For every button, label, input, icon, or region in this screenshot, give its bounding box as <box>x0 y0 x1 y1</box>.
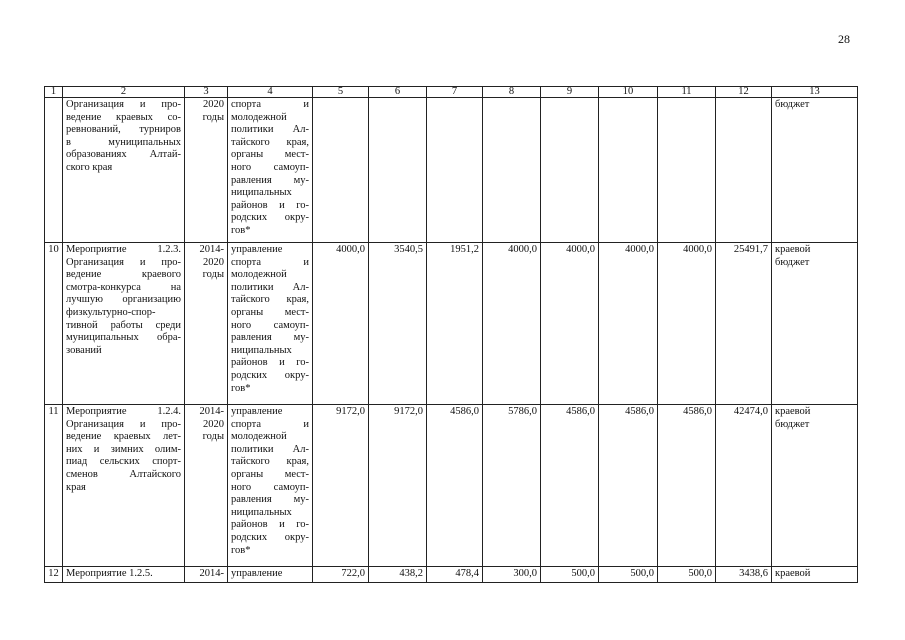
value-col-11: 4586,0 <box>658 405 716 567</box>
value-col-7: 4586,0 <box>427 405 483 567</box>
row-index: 12 <box>45 567 63 583</box>
funding-source-line: бюджет <box>775 418 810 430</box>
executor-line: молодежной <box>231 111 287 123</box>
column-header-7: 7 <box>427 87 483 98</box>
period-line: годы <box>202 269 224 281</box>
period <box>185 405 228 567</box>
executor-line: ниципальных <box>231 344 292 356</box>
value-col-8 <box>483 98 541 243</box>
measure-name-line: Мероприятие 1.2.5. <box>66 568 153 579</box>
funding-source <box>772 567 858 583</box>
column-header-8: 8 <box>483 87 541 98</box>
executor-line: спорта и <box>231 99 309 110</box>
column-header-3: 3 <box>185 87 228 98</box>
table-row <box>45 243 858 405</box>
executor <box>228 243 313 405</box>
value-col-7 <box>427 98 483 243</box>
measure-name-line: ведение краевого <box>66 269 181 281</box>
executor-line: ного самоуп- <box>231 319 309 331</box>
executor <box>228 567 313 583</box>
column-header-11: 11 <box>658 87 716 98</box>
measure-name-line: смотра-конкурса на <box>66 281 181 293</box>
page-number: 28 <box>838 32 850 46</box>
value-col-10: 4000,0 <box>599 243 658 405</box>
funding-source <box>772 98 858 243</box>
executor-line: спорта и <box>231 418 309 430</box>
measure-name-line: зований <box>66 344 102 356</box>
period-line: годы <box>202 431 224 443</box>
executor-line: ниципальных <box>231 506 292 518</box>
column-header-5: 5 <box>313 87 369 98</box>
period-line: 2014- <box>199 244 224 255</box>
funding-source-line: краевой <box>775 406 811 417</box>
period-line: 2020 <box>203 418 224 430</box>
measure-name-line: ведение краевых лет- <box>66 431 181 443</box>
value-col-11: 500,0 <box>658 567 716 583</box>
executor-line: родских окру- <box>231 212 309 224</box>
funding-source-line: краевой <box>775 244 811 255</box>
funding-source <box>772 243 858 405</box>
executor-line: гов* <box>231 382 251 394</box>
column-header-12: 12 <box>716 87 772 98</box>
measure-name-line: Мероприятие 1.2.4. <box>66 406 181 417</box>
executor-line: молодежной <box>231 431 287 443</box>
measure-name-line: муниципальных обра- <box>66 332 181 344</box>
value-col-8: 300,0 <box>483 567 541 583</box>
measure-name-line: ского края <box>66 161 113 173</box>
period <box>185 567 228 583</box>
column-header-1: 1 <box>45 87 63 98</box>
row-index: 10 <box>45 243 63 405</box>
value-col-6 <box>369 98 427 243</box>
executor-line: спорта и <box>231 256 309 268</box>
table-row <box>45 567 858 583</box>
value-col-5: 9172,0 <box>313 405 369 567</box>
executor-line: управление <box>231 244 283 255</box>
column-header-4: 4 <box>228 87 313 98</box>
funding-source-line: бюджет <box>775 256 810 268</box>
measure-name <box>63 243 185 405</box>
table-body <box>45 87 858 583</box>
value-col-9: 4586,0 <box>541 405 599 567</box>
funding-source-line: краевой <box>775 568 811 579</box>
executor-line: органы мест- <box>231 149 309 161</box>
measure-name-line: ревнований, турниров <box>66 124 181 136</box>
period <box>185 243 228 405</box>
value-col-7: 478,4 <box>427 567 483 583</box>
value-col-11: 4000,0 <box>658 243 716 405</box>
executor-line: политики Ал- <box>231 124 309 136</box>
value-col-10 <box>599 98 658 243</box>
executor-line: политики Ал- <box>231 281 309 293</box>
period-line: 2014- <box>199 406 224 417</box>
period-line: 2020 <box>203 99 224 110</box>
executor-line: гов* <box>231 544 251 556</box>
funding-source <box>772 405 858 567</box>
value-col-8: 5786,0 <box>483 405 541 567</box>
value-col-5: 4000,0 <box>313 243 369 405</box>
value-col-5 <box>313 98 369 243</box>
executor-line: ного самоуп- <box>231 161 309 173</box>
program-table <box>44 86 858 583</box>
executor-line: равления му- <box>231 332 309 344</box>
executor-line: управление <box>231 406 283 417</box>
value-col-6: 9172,0 <box>369 405 427 567</box>
measure-name-line: физкультурно-спор- <box>66 306 156 318</box>
executor-line: равления му- <box>231 174 309 186</box>
executor-line: родских окру- <box>231 531 309 543</box>
value-col-10: 4586,0 <box>599 405 658 567</box>
executor-line: молодежной <box>231 269 287 281</box>
executor-line: политики Ал- <box>231 443 309 455</box>
column-header-9: 9 <box>541 87 599 98</box>
period-line: 2014- <box>199 568 224 579</box>
measure-name-line: сменов Алтайского <box>66 468 181 480</box>
executor-line: органы мест- <box>231 306 309 318</box>
executor-line: органы мест- <box>231 468 309 480</box>
value-col-6: 438,2 <box>369 567 427 583</box>
executor-line: ного самоуп- <box>231 481 309 493</box>
value-col-12: 3438,6 <box>716 567 772 583</box>
executor <box>228 98 313 243</box>
measure-name-line: Организация и про- <box>66 256 181 268</box>
executor-line: равления му- <box>231 494 309 506</box>
executor-line: ниципальных <box>231 187 292 199</box>
column-header-10: 10 <box>599 87 658 98</box>
executor-line: тайского края, <box>231 456 309 468</box>
column-header-13: 13 <box>772 87 858 98</box>
measure-name-line: Организация и про- <box>66 99 181 110</box>
executor-line: районов и го- <box>231 199 309 211</box>
executor <box>228 405 313 567</box>
row-index <box>45 98 63 243</box>
row-index: 11 <box>45 405 63 567</box>
measure-name-line: края <box>66 481 86 493</box>
value-col-8: 4000,0 <box>483 243 541 405</box>
value-col-7: 1951,2 <box>427 243 483 405</box>
measure-name-line: образованиях Алтай- <box>66 149 181 161</box>
measure-name-line: Мероприятие 1.2.3. <box>66 244 181 255</box>
measure-name-line: тивной работы среди <box>66 319 181 331</box>
value-col-9: 500,0 <box>541 567 599 583</box>
value-col-11 <box>658 98 716 243</box>
value-col-12: 25491,7 <box>716 243 772 405</box>
value-col-12 <box>716 98 772 243</box>
executor-line: родских окру- <box>231 369 309 381</box>
measure-name-line: ведение краевых со- <box>66 111 181 123</box>
executor-line: тайского края, <box>231 294 309 306</box>
measure-name-line: в муниципальных <box>66 136 181 148</box>
value-col-12: 42474,0 <box>716 405 772 567</box>
value-col-6: 3540,5 <box>369 243 427 405</box>
executor-line: управление <box>231 568 283 579</box>
measure-name <box>63 98 185 243</box>
header-row <box>45 87 858 98</box>
executor-line: районов и го- <box>231 357 309 369</box>
value-col-9: 4000,0 <box>541 243 599 405</box>
measure-name-line: Организация и про- <box>66 418 181 430</box>
column-header-6: 6 <box>369 87 427 98</box>
period <box>185 98 228 243</box>
measure-name-line: пиад сельских спорт- <box>66 456 181 468</box>
table-row <box>45 98 858 243</box>
measure-name-line: лучшую организацию <box>66 294 181 306</box>
executor-line: тайского края, <box>231 136 309 148</box>
measure-name <box>63 405 185 567</box>
executor-line: гов* <box>231 224 251 236</box>
executor-line: районов и го- <box>231 519 309 531</box>
period-line: 2020 <box>203 256 224 268</box>
value-col-10: 500,0 <box>599 567 658 583</box>
value-col-5: 722,0 <box>313 567 369 583</box>
value-col-9 <box>541 98 599 243</box>
column-header-2: 2 <box>63 87 185 98</box>
measure-name-line: них и зимних олим- <box>66 443 181 455</box>
funding-source-line: бюджет <box>775 99 810 110</box>
table-row <box>45 405 858 567</box>
period-line: годы <box>202 111 224 123</box>
measure-name <box>63 567 185 583</box>
